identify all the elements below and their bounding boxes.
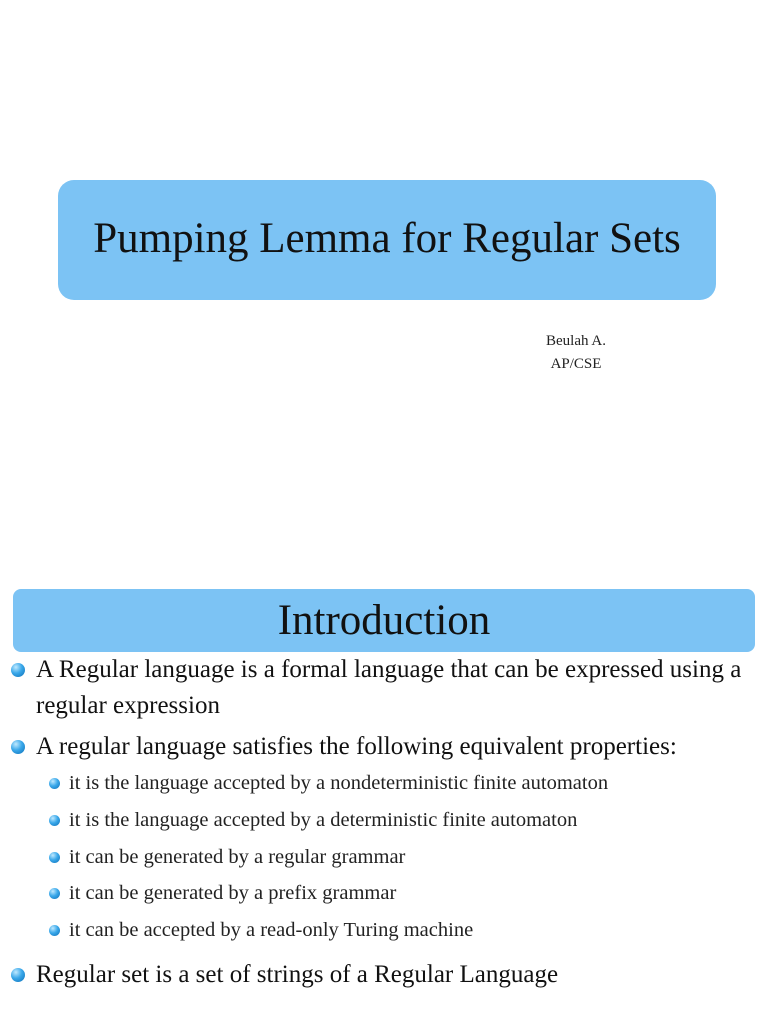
title-box (58, 180, 716, 300)
sub-bullet-text: it is the language accepted by a deterministic finite automaton (69, 808, 578, 831)
sub-bullet-text: it can be generated by a prefix grammar (69, 882, 397, 905)
author-name: Beulah A. (546, 333, 606, 349)
bullet-icon (49, 888, 60, 899)
bullet-item (0, 957, 768, 993)
bullet-item (0, 729, 768, 765)
bullet-icon (11, 968, 25, 982)
bullet-icon (11, 663, 25, 677)
bullet-icon (49, 815, 60, 826)
sub-bullet-text: it can be accepted by a read-only Turing machine (69, 919, 474, 942)
bullet-icon (49, 852, 60, 863)
bullet-text: A regular language satisfies the following equivalent properties: (36, 733, 677, 760)
sub-bullet-item (0, 875, 768, 912)
author-block (520, 330, 632, 376)
slide-title: Pumping Lemma for Regular Sets (93, 214, 681, 262)
heading-bar (13, 589, 755, 652)
sub-bullet-text: it can be generated by a regular grammar (69, 845, 406, 868)
sub-bullet-item (0, 912, 768, 949)
bullet-item (0, 652, 768, 724)
sub-bullet-text: it is the language accepted by a nondeterministic finite automaton (69, 772, 609, 794)
bullet-icon (49, 925, 60, 936)
author-role: AP/CSE (550, 356, 602, 372)
bullet-icon (11, 740, 25, 754)
sub-bullet-item (0, 839, 768, 876)
slide-heading: Introduction (277, 597, 491, 644)
bullet-text: A Regular language is a formal language that can be expressed using a regular expression (36, 656, 742, 719)
sub-bullet-item (0, 802, 768, 839)
bullet-icon (49, 778, 60, 789)
bullet-text: Regular set is a set of strings of a Regular Language (36, 960, 559, 988)
bullet-list (0, 652, 768, 993)
introduction-slide (0, 560, 768, 1024)
sub-bullet-item (0, 765, 768, 802)
